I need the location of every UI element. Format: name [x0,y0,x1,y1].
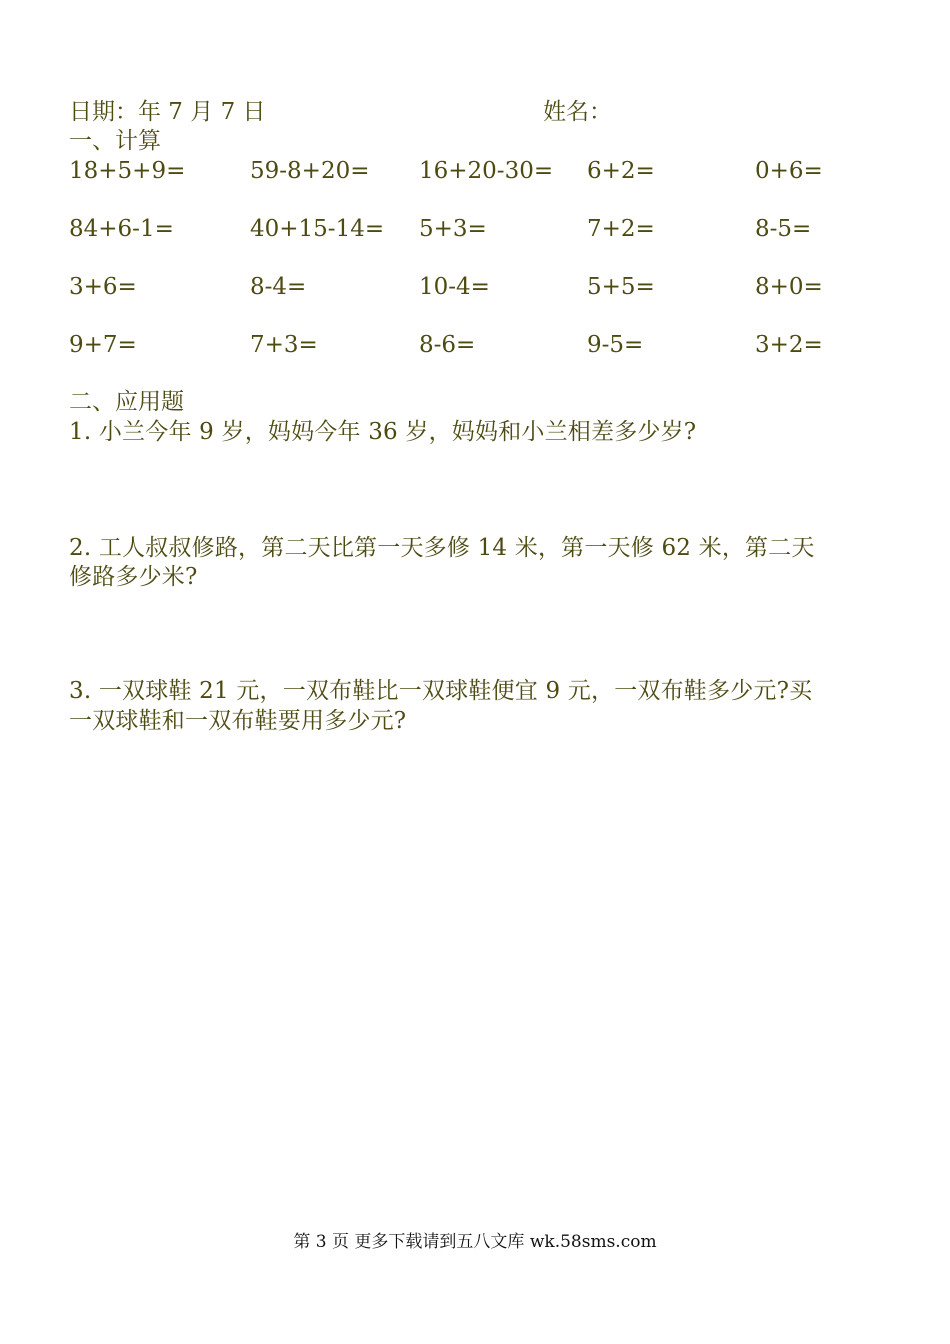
calc-item: 8-5= [755,216,812,242]
section-word-problems-title: 二、应用题 [69,389,184,415]
section-calc-title: 一、计算 [69,128,161,154]
calc-item: 3+2= [755,332,823,358]
name-field: 姓名： [543,99,612,125]
word-problem-3-line-2: 一双球鞋和一双布鞋要用多少元? [69,708,407,734]
calc-item: 9+7= [69,332,137,358]
calc-item: 18+5+9= [69,158,186,184]
calc-item: 10-4= [419,274,490,300]
calc-item: 5+3= [419,216,487,242]
calc-item: 59-8+20= [250,158,370,184]
word-problem-2-line-1: 2. 工人叔叔修路，第二天比第一天多修 14 米，第一天修 62 米，第二天 [69,535,815,561]
calc-item: 0+6= [755,158,823,184]
calc-item: 40+15-14= [250,216,385,242]
calc-item: 7+2= [587,216,655,242]
calc-item: 8+0= [755,274,823,300]
calc-item: 8-6= [419,332,476,358]
date-field: 日期：年 7 月 7 日 [69,99,266,125]
calc-item: 84+6-1= [69,216,174,242]
word-problem-1: 1. 小兰今年 9 岁，妈妈今年 36 岁，妈妈和小兰相差多少岁? [69,419,697,445]
calc-item: 7+3= [250,332,318,358]
calc-item: 5+5= [587,274,655,300]
calc-item: 6+2= [587,158,655,184]
calc-item: 16+20-30= [419,158,554,184]
word-problem-3-line-1: 3. 一双球鞋 21 元，一双布鞋比一双球鞋便宜 9 元，一双布鞋多少元?买 [69,678,813,704]
calc-item: 3+6= [69,274,137,300]
calc-item: 9-5= [587,332,644,358]
page-footer: 第 3 页 更多下载请到五八文库 wk.58sms.com [293,1232,657,1252]
calc-item: 8-4= [250,274,307,300]
word-problem-2-line-2: 修路多少米? [69,564,198,590]
